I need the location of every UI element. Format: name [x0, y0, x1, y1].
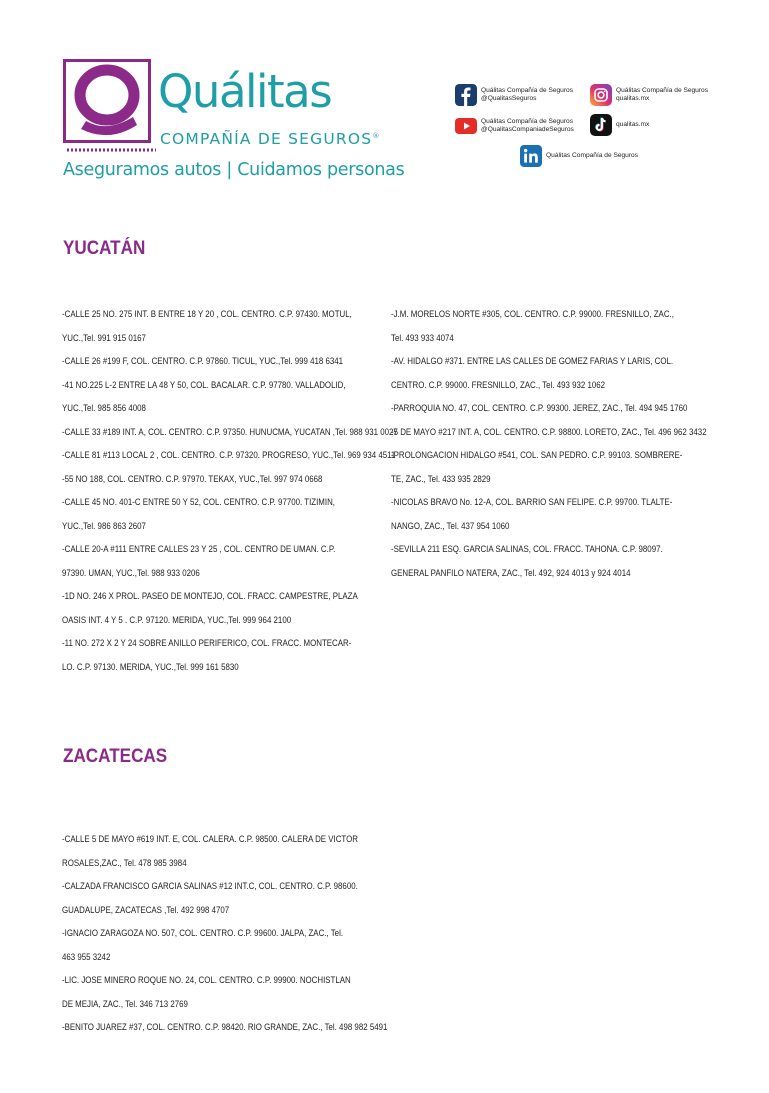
social-youtube[interactable]: Quálitas Compañía de Seguros @QualitasCompaniadeSeguros: [455, 115, 574, 137]
section-title-zacatecas: ZACATECAS: [63, 746, 168, 767]
linkedin-icon: [520, 145, 542, 167]
brand-subtitle: COMPAÑÍA DE SEGUROS®: [160, 130, 380, 149]
address-line: -CALLE 33 #189 INT. A, COL. CENTRO. C.P. 97350. HUNUCMA, YUCATAN ,Tel. 988 931 0027: [62, 426, 398, 437]
address-line: ROSALES,ZAC., Tel. 478 985 3984: [62, 857, 187, 868]
brand-name: Quálitas: [158, 65, 332, 118]
address-line: -NICOLAS BRAVO No. 12-A, COL. BARRIO SAN FELIPE. C.P. 99700. TLALTE-: [391, 497, 673, 507]
logo-dot: [123, 149, 125, 152]
zacatecas-address-list: [62, 828, 388, 1040]
logo-dot: [111, 149, 113, 152]
address-line: DE MEJIA, ZAC., Tel. 346 713 2769: [62, 998, 188, 1009]
address-line: -CALLE 45 NO. 401-C ENTRE 50 Y 52, COL. CENTRO. C.P. 97700. TIZIMIN,: [62, 497, 335, 507]
logo-dot: [155, 149, 156, 152]
address-line: OASIS INT. 4 Y 5 . C.P. 97120. MERIDA, YUC.,Tel. 999 964 2100: [62, 614, 292, 625]
address-line: 463 955 3242: [62, 951, 111, 962]
logo-dot: [143, 149, 145, 152]
address-line: -11 NO. 272 X 2 Y 24 SOBRE ANILLO PERIFERICO, COL. FRACC. MONTECAR-: [62, 638, 352, 648]
section-title-yucatan: YUCATÁN: [63, 238, 146, 259]
address-line: LO. C.P. 97130. MERIDA, YUC.,Tel. 999 161 5830: [62, 661, 239, 672]
facebook-icon: [455, 84, 477, 106]
social-instagram[interactable]: Quálitas Compañía de Seguros qualitas.mx: [590, 84, 708, 106]
address-line: YUC.,Tel. 991 915 0167: [62, 332, 146, 343]
logo-dotted-line: [66, 148, 156, 152]
logo-dot: [79, 149, 81, 152]
address-line: -PARROQUIA NO. 47, COL. CENTRO. C.P. 99300. JEREZ, ZAC., Tel. 494 945 1760: [391, 403, 688, 413]
address-line: Tel. 493 933 4074: [391, 332, 454, 343]
address-line: YUC.,Tel. 985 856 4008: [62, 403, 146, 413]
address-line: NANGO, ZAC., Tel. 437 954 1060: [391, 520, 510, 531]
address-line: -J.M. MORELOS NORTE #305, COL. CENTRO. C.P. 99000. FRESNILLO, ZAC.,: [391, 309, 674, 319]
logo-dot: [139, 149, 141, 152]
logo-dot: [91, 149, 93, 152]
address-line: -PROLONGACION HIDALGO #541, COL. SAN PEDRO. C.P. 99103. SOMBRERE-: [391, 450, 683, 460]
social-linkedin[interactable]: Quálitas Compañía de Seguros: [520, 145, 638, 167]
address-line: -55 NO 188, COL. CENTRO. C.P. 97970. TEKAX, YUC.,Tel. 997 974 0668: [62, 473, 323, 484]
address-line: -CALLE 26 #199 F, COL. CENTRO. C.P. 97860. TICUL, YUC.,Tel. 999 418 6341: [62, 356, 344, 366]
tiktok-icon: [590, 114, 612, 136]
logo-dot: [103, 149, 105, 152]
address-line: -CALLE 81 #113 LOCAL 2 , COL. CENTRO. C.P. 97320. PROGRESO, YUC.,Tel. 969 934 4511: [62, 450, 396, 460]
youtube-icon: [455, 115, 477, 137]
tagline: Aseguramos autos | Cuidamos personas: [63, 160, 405, 180]
logo-dot: [127, 149, 129, 152]
address-line: -BENITO JUAREZ #37, COL. CENTRO. C.P. 98420. RIO GRANDE, ZAC., Tel. 498 982 5491: [62, 1022, 388, 1032]
address-line: -AV. HIDALGO #371. ENTRE LAS CALLES DE GOMEZ FARIAS Y LARIS, COL.: [391, 356, 674, 366]
logo-dot: [131, 149, 133, 152]
logo-dot: [147, 149, 149, 152]
logo-dot: [75, 149, 77, 152]
address-line: -CALLE 5 DE MAYO #619 INT. E, COL. CALERA. C.P. 98500. CALERA DE VICTOR: [62, 834, 358, 844]
address-line: YUC.,Tel. 986 863 2607: [62, 520, 146, 531]
social-tiktok[interactable]: qualitas.mx: [590, 114, 649, 136]
logo-dot: [151, 149, 153, 152]
logo-dot: [67, 149, 69, 152]
address-line: 97390. UMAN, YUC.,Tel. 988 933 0206: [62, 567, 200, 578]
logo-dot: [115, 149, 117, 152]
address-line: -41 NO.225 L-2 ENTRE LA 48 Y 50, COL. BACALAR. C.P. 97780. VALLADOLID,: [62, 379, 346, 390]
social-facebook[interactable]: Quálitas Compañía de Seguros @QualitasSeguros: [455, 84, 573, 106]
logo-dot: [119, 149, 121, 152]
address-line: -SEVILLA 211 ESQ. GARCIA SALINAS, COL. FRACC. TAHONA. C.P. 98097.: [391, 544, 663, 554]
logo-dot: [83, 149, 85, 152]
yucatan-address-list-left: [62, 303, 398, 679]
address-line: -CALZADA FRANCISCO GARCIA SALINAS #12 INT.C, COL. CENTRO. C.P. 98600.: [62, 881, 358, 891]
address-line: -CALLE 25 NO. 275 INT. B ENTRE 18 Y 20 , COL. CENTRO. C.P. 97430. MOTUL,: [62, 309, 352, 319]
logo-dot: [95, 149, 97, 152]
instagram-icon: [590, 84, 612, 106]
logo-dot: [87, 149, 89, 152]
qualitas-logo-mark: [63, 59, 151, 143]
logo-dot: [107, 149, 109, 152]
address-line: GUADALUPE, ZACATECAS ,Tel. 492 998 4707: [62, 904, 230, 915]
logo-dot: [71, 149, 73, 152]
address-line: CENTRO. C.P. 99000. FRESNILLO, ZAC., Tel. 493 932 1062: [391, 379, 606, 390]
logo-dot: [99, 149, 101, 152]
address-line: -LIC. JOSE MINERO ROQUE NO. 24, COL. CENTRO. C.P. 99900. NOCHISTLAN: [62, 975, 351, 985]
address-line: -CALLE 20-A #111 ENTRE CALLES 23 Y 25 , COL. CENTRO DE UMAN. C.P.: [62, 544, 336, 554]
address-line: GENERAL PANFILO NATERA, ZAC., Tel. 492, 924 4013 y 924 4014: [391, 567, 631, 578]
address-line: -1D NO. 246 X PROL. PASEO DE MONTEJO, COL. FRACC. CAMPESTRE, PLAZA: [62, 591, 358, 601]
address-line: -5 DE MAYO #217 INT. A, COL. CENTRO. C.P. 98800. LORETO, ZAC., Tel. 496 962 3432: [391, 426, 707, 437]
yucatan-address-list-right: [391, 303, 709, 585]
logo-dot: [135, 149, 137, 152]
address-line: TE, ZAC., Tel. 433 935 2829: [391, 473, 491, 484]
address-line: -IGNACIO ZARAGOZA NO. 507, COL. CENTRO. C.P. 99600. JALPA, ZAC., Tel.: [62, 928, 344, 938]
